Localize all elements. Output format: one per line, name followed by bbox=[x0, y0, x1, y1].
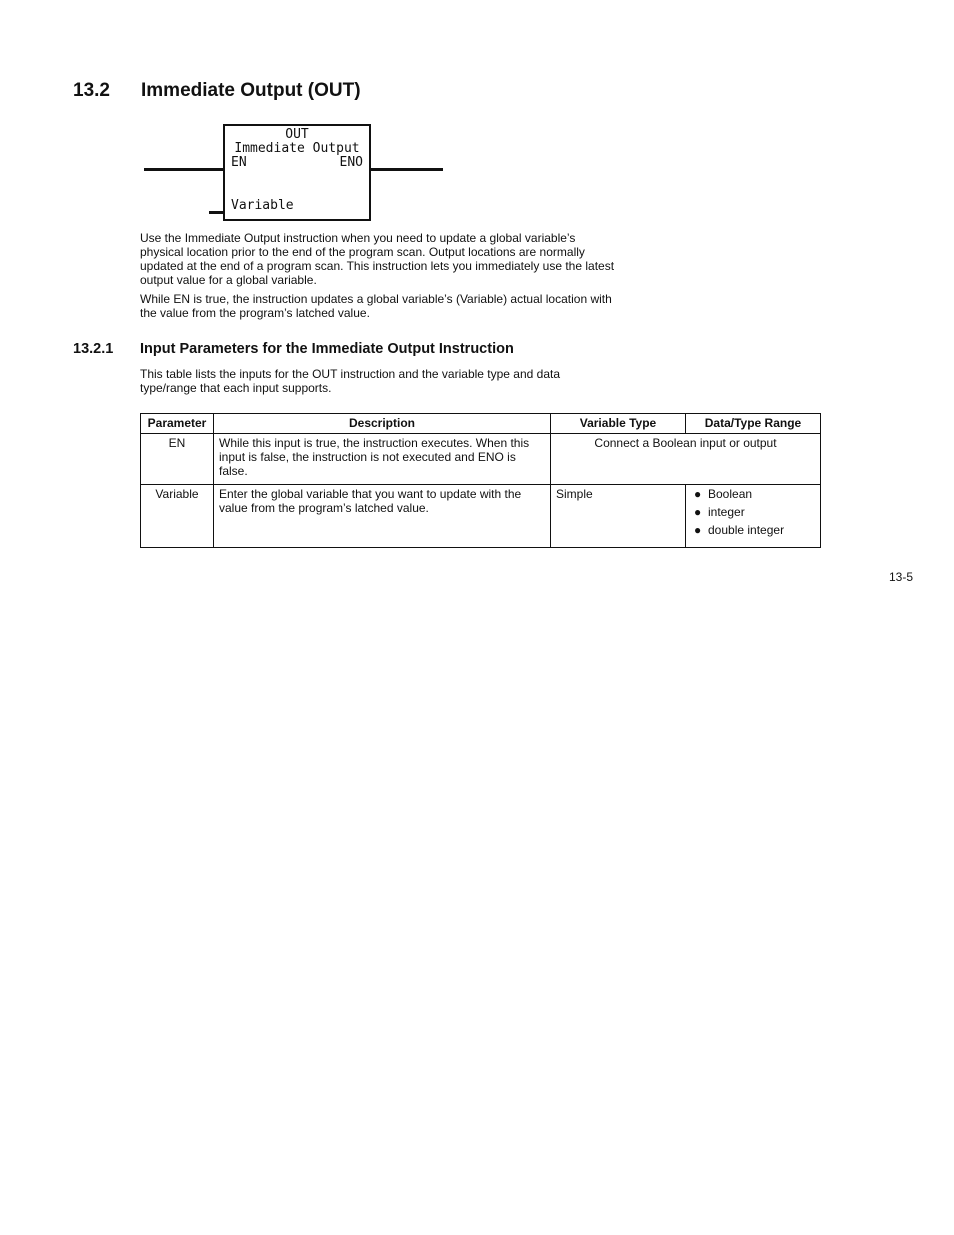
function-block-box bbox=[223, 124, 371, 221]
list-item bbox=[691, 523, 815, 537]
block-output-eno: ENO bbox=[339, 155, 363, 170]
list-item bbox=[691, 505, 815, 519]
section-title: Immediate Output (OUT) bbox=[141, 80, 361, 101]
behavior-paragraph: While EN is true, the instruction updates a global variable’s (Variable) actual location with the value from the program’s latched value. bbox=[140, 292, 612, 320]
input-parameters-table bbox=[140, 413, 821, 548]
header-description: Description bbox=[214, 414, 551, 434]
subsection-title: Input Parameters for the Immediate Output Instruction bbox=[140, 341, 514, 357]
intro-paragraph: Use the Immediate Output instruction when you need to update a global variable’s physical location prior to the end of the program scan. Output locations are normally updated at the end of a program scan. This instruction lets you immediately use the latest output value for a global variable. bbox=[140, 231, 615, 287]
cell-description: While this input is true, the instruction executes. When this input is false, the instruction is not executed and ENO is false. bbox=[214, 434, 551, 485]
header-variable-type: Variable Type bbox=[551, 414, 686, 434]
range-value: integer bbox=[708, 505, 745, 519]
block-input-en: EN bbox=[231, 155, 247, 170]
subsection-intro: This table lists the inputs for the OUT instruction and the variable type and data type/range that each input supports. bbox=[140, 367, 561, 395]
cell-variable-type: Simple bbox=[551, 485, 686, 548]
range-list bbox=[691, 487, 815, 537]
page-number: 13-5 bbox=[889, 570, 914, 584]
block-name: OUT bbox=[285, 127, 309, 142]
subsection-number: 13.2.1 bbox=[73, 341, 114, 357]
header-data-type-range: Data/Type Range bbox=[686, 414, 821, 434]
bullet-icon: ● bbox=[694, 487, 702, 501]
table-header-row bbox=[141, 414, 821, 434]
table-row bbox=[141, 434, 821, 485]
cell-parameter: Variable bbox=[141, 485, 214, 548]
bullet-icon: ● bbox=[694, 523, 702, 537]
cell-data-type-range bbox=[686, 485, 821, 548]
function-block-diagram bbox=[140, 120, 450, 225]
variable-input-line bbox=[209, 211, 224, 214]
range-value: double integer bbox=[708, 523, 785, 537]
table-row bbox=[141, 485, 821, 548]
block-variable-input: Variable bbox=[231, 198, 294, 213]
input-rung-line bbox=[144, 168, 224, 171]
list-item bbox=[691, 487, 815, 501]
block-description: Immediate Output bbox=[234, 141, 360, 156]
range-value: Boolean bbox=[708, 487, 753, 501]
cell-type-and-range: Connect a Boolean input or output bbox=[551, 434, 821, 485]
section-number: 13.2 bbox=[73, 80, 110, 101]
output-rung-line bbox=[371, 168, 443, 171]
cell-parameter: EN bbox=[141, 434, 214, 485]
bullet-icon: ● bbox=[694, 505, 702, 519]
cell-description: Enter the global variable that you want to update with the value from the program’s latched value. bbox=[214, 485, 551, 548]
header-parameter: Parameter bbox=[141, 414, 214, 434]
